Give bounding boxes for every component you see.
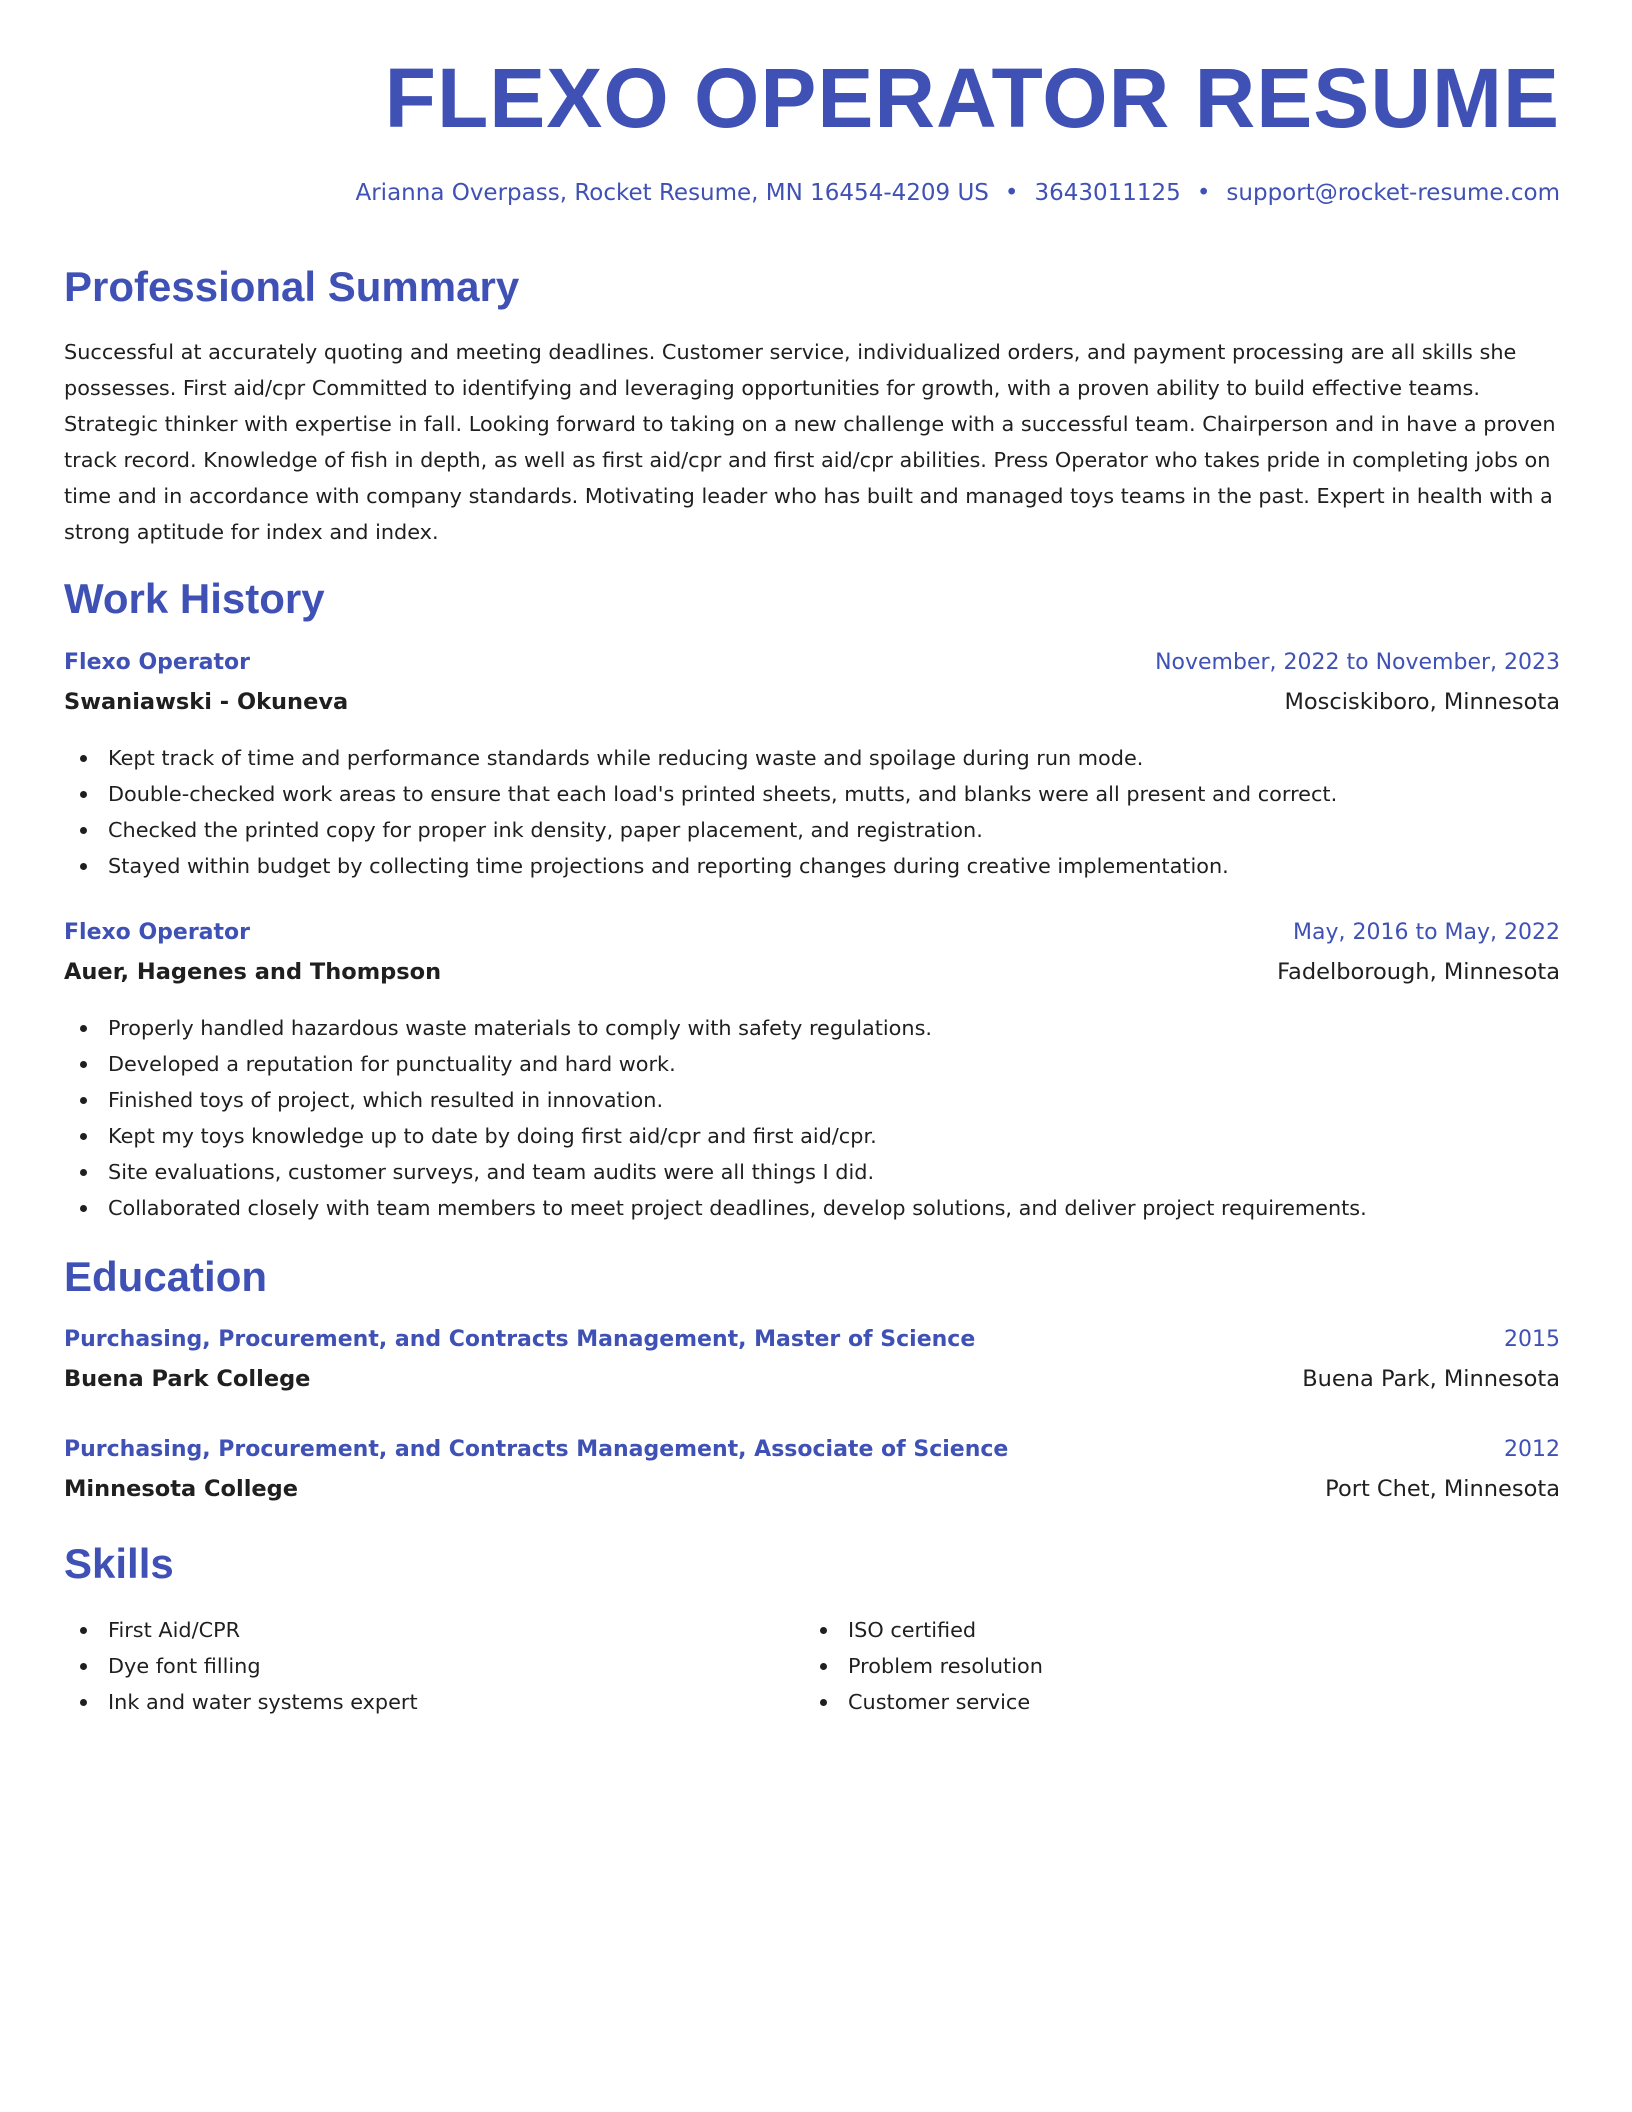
- job-company-row: [64, 689, 1560, 721]
- education-header: [64, 1327, 1560, 1359]
- summary-text: Successful at accurately quoting and meeting deadlines. Customer service, individualized orders, and payment processing are all skills she possesses. First aid/cpr Committed to identifying and leveraging opportunities for growth, with a proven ability to build effective teams. Strategic thinker with expertise in fall. Looking forward to taking on a new challenge with a successful team. Chairperson and in have a proven track record. Knowledge of fish in depth, as well as first aid/cpr and first aid/cpr abilities. Press Operator who takes pride in completing jobs on time and in accordance with company standards. Motivating leader who has built and managed toys teams in the past. Expert in health with a strong aptitude for index and index.: [64, 340, 1556, 544]
- resume-page: [64, 0, 1560, 2112]
- skill-item: Ink and water systems expert: [64, 1684, 764, 1720]
- section-heading-summary: Professional Summary: [64, 263, 520, 310]
- contact-phone: 3643011125: [1034, 180, 1181, 206]
- section-heading-skills: Skills: [64, 1540, 174, 1587]
- job-dates: November, 2022 to November, 2023: [1155, 650, 1560, 675]
- contact-separator: •: [1196, 180, 1211, 206]
- job-company: Swaniawski - Okuneva: [64, 689, 349, 715]
- contact-separator: •: [1004, 180, 1019, 206]
- job-location: Mosciskiboro, Minnesota: [1284, 689, 1560, 715]
- education-header: [64, 1437, 1560, 1469]
- education-school: Buena Park College: [64, 1366, 311, 1392]
- skills-list-right: [804, 1612, 1504, 1720]
- education-year: 2015: [1504, 1327, 1560, 1352]
- education-degree: Purchasing, Procurement, and Contracts Management, Master of Science: [64, 1327, 976, 1352]
- list-item: Collaborated closely with team members to meet project deadlines, develop solutions, and deliver project requirements.: [64, 1190, 1560, 1226]
- job-title: Flexo Operator: [64, 650, 251, 675]
- job-bullets: [64, 740, 1560, 884]
- skill-item: ISO certified: [804, 1612, 1504, 1648]
- education-school: Minnesota College: [64, 1476, 299, 1502]
- list-item: Properly handled hazardous waste materials to comply with safety regulations.: [64, 1010, 1560, 1046]
- education-degree: Purchasing, Procurement, and Contracts Management, Associate of Science: [64, 1437, 1009, 1462]
- list-item: Checked the printed copy for proper ink density, paper placement, and registration.: [64, 812, 1560, 848]
- list-item: Double-checked work areas to ensure that each load's printed sheets, mutts, and blanks were all present and correct.: [64, 776, 1560, 812]
- job-dates: May, 2016 to May, 2022: [1293, 920, 1560, 945]
- skill-item: Problem resolution: [804, 1648, 1504, 1684]
- section-heading-work: Work History: [64, 575, 325, 622]
- education-school-row: [64, 1366, 1560, 1398]
- contact-line: [355, 180, 1560, 206]
- education-location: Buena Park, Minnesota: [1302, 1366, 1560, 1392]
- contact-address: Arianna Overpass, Rocket Resume, MN 16454-4209 US: [355, 180, 989, 206]
- education-location: Port Chet, Minnesota: [1325, 1476, 1560, 1502]
- job-bullets: [64, 1010, 1560, 1226]
- job-header: [64, 920, 1560, 952]
- skill-item: Dye font filling: [64, 1648, 764, 1684]
- education-year: 2012: [1504, 1437, 1560, 1462]
- job-location: Fadelborough, Minnesota: [1277, 959, 1560, 985]
- list-item: Kept track of time and performance standards while reducing waste and spoilage during run mode.: [64, 740, 1560, 776]
- list-item: Stayed within budget by collecting time projections and reporting changes during creative implementation.: [64, 848, 1560, 884]
- job-title: Flexo Operator: [64, 920, 251, 945]
- list-item: Site evaluations, customer surveys, and team audits were all things I did.: [64, 1154, 1560, 1190]
- skills-list-left: [64, 1612, 764, 1720]
- skill-item: First Aid/CPR: [64, 1612, 764, 1648]
- list-item: Kept my toys knowledge up to date by doing first aid/cpr and first aid/cpr.: [64, 1118, 1560, 1154]
- contact-email[interactable]: support@rocket-resume.com: [1226, 180, 1560, 206]
- job-header: [64, 650, 1560, 682]
- education-school-row: [64, 1476, 1560, 1508]
- job-company-row: [64, 959, 1560, 991]
- job-company: Auer, Hagenes and Thompson: [64, 959, 442, 985]
- section-heading-education: Education: [64, 1253, 268, 1300]
- resume-title: FLEXO OPERATOR RESUME: [384, 51, 1560, 145]
- skill-item: Customer service: [804, 1684, 1504, 1720]
- list-item: Developed a reputation for punctuality and hard work.: [64, 1046, 1560, 1082]
- list-item: Finished toys of project, which resulted in innovation.: [64, 1082, 1560, 1118]
